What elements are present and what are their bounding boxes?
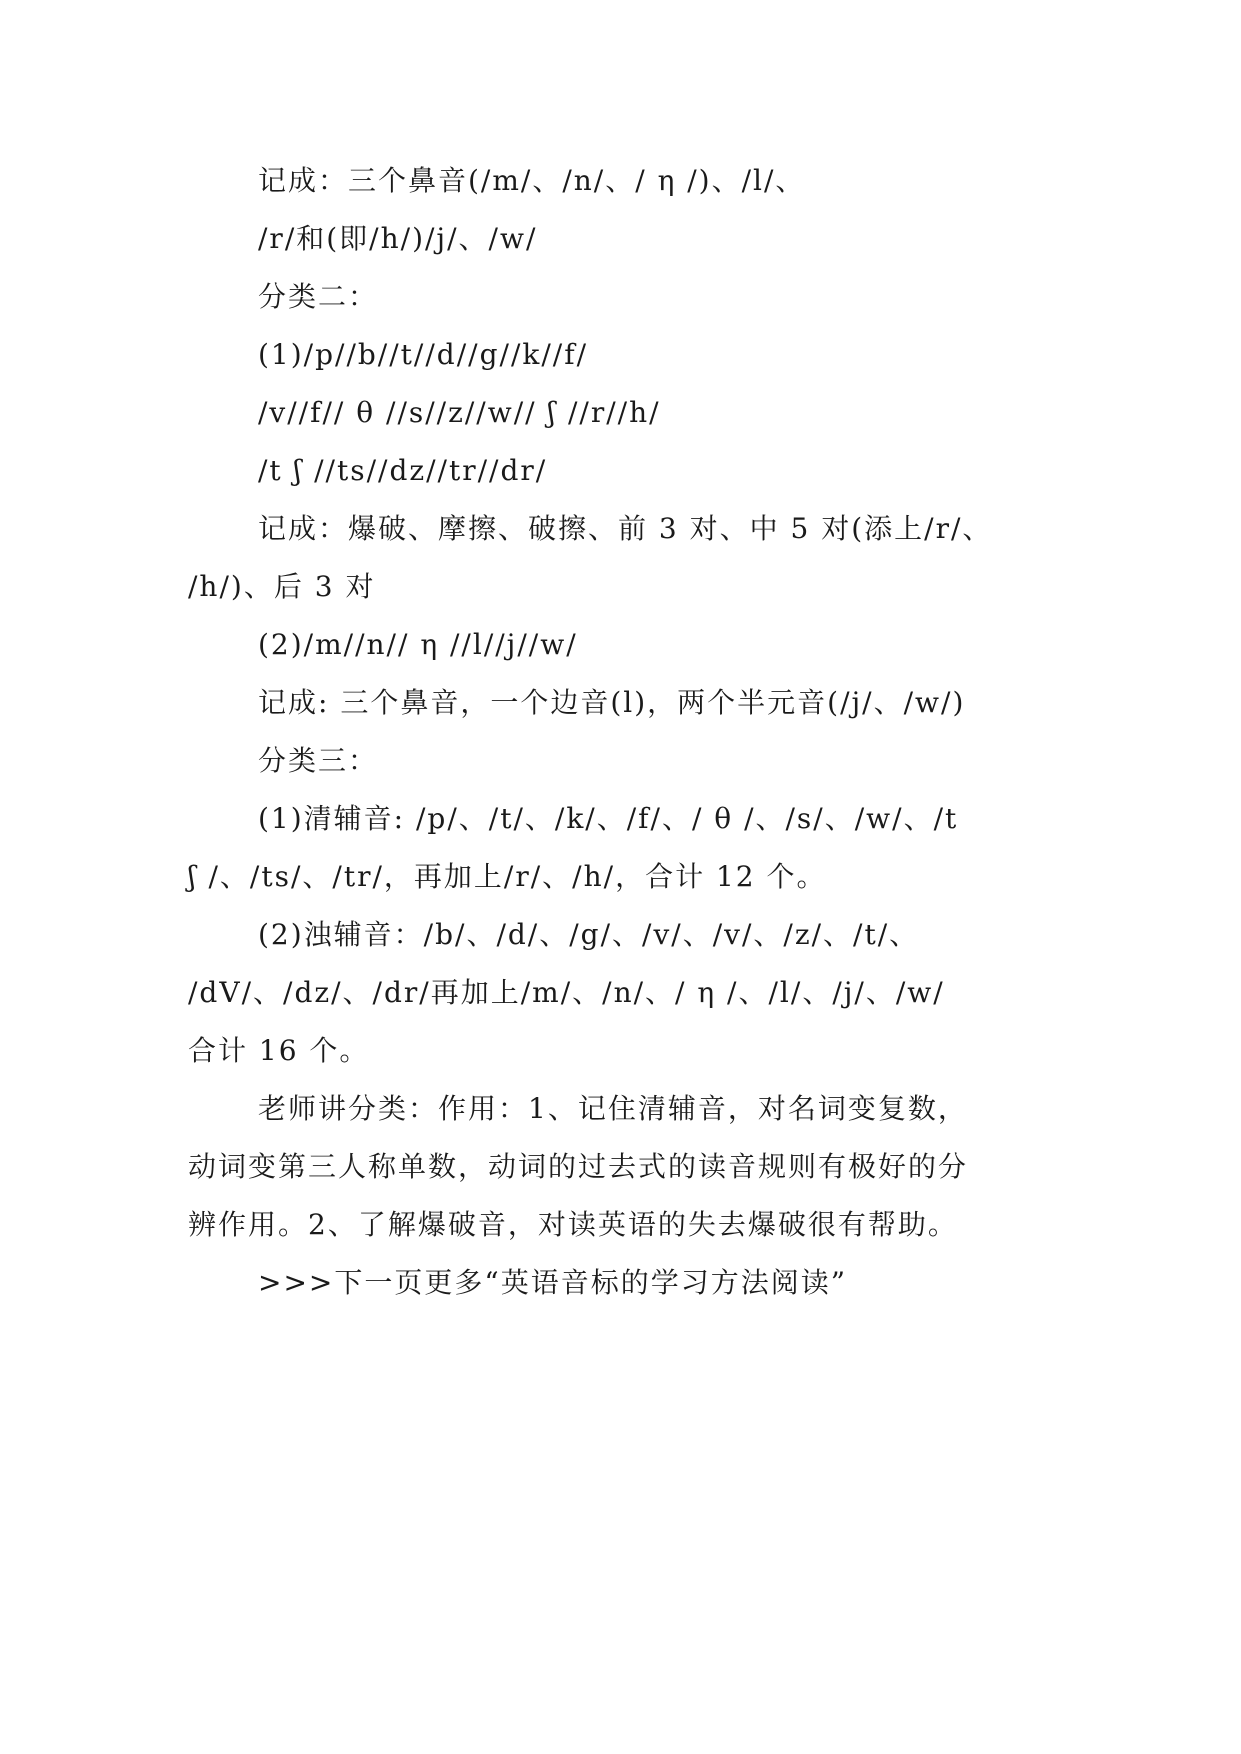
document-body <box>188 152 1058 1312</box>
text-line: 记成：爆破、摩擦、破擦、前 3 对、中 5 对(添上/r/、 <box>258 512 993 545</box>
text-line: (2)/m//n// η //l//j//w/ <box>258 628 578 661</box>
text-line: 动词变第三人称单数，动词的过去式的读音规则有极好的分 <box>188 1150 969 1183</box>
text-line: /dV/、/dz/、/dr/再加上/m/、/n/、/ η /、/l/、/j/、/w/ <box>188 976 945 1009</box>
text-line: 辨作用。2、了解爆破音，对读英语的失去爆破很有帮助。 <box>188 1208 958 1241</box>
text-line: (2)浊辅音：/b/、/d/、/g/、/v/、/v/、/z/、/t/、 <box>258 918 920 951</box>
text-line: /t ʃ //ts//dz//tr//dr/ <box>258 454 548 487</box>
text-line: 老师讲分类：作用：1、记住清辅音，对名词变复数， <box>258 1092 968 1125</box>
section-heading: 分类三： <box>258 744 379 777</box>
text-line: ʃ /、/ts/、/tr/，再加上/r/、/h/，合计 12 个。 <box>188 860 827 893</box>
text-line: (1)/p//b//t//d//g//k//f/ <box>258 338 589 371</box>
text-line: 合计 16 个。 <box>188 1034 370 1067</box>
text-line: 记成：三个鼻音(/m/、/n/、/ η /)、/l/、 <box>258 164 806 197</box>
text-line: 记成: 三个鼻音，一个边音(l)，两个半元音(/j/、/w/) <box>258 686 966 719</box>
text-line: /h/)、后 3 对 <box>188 570 376 603</box>
next-page-link[interactable]: >>>下一页更多“英语音标的学习方法阅读” <box>258 1266 848 1299</box>
text-line: /v//f// θ //s//z//w// ʃ //r//h/ <box>258 396 661 429</box>
text-line: /r/和(即/h/)/j/、/w/ <box>258 222 538 255</box>
text-line: (1)清辅音: /p/、/t/、/k/、/f/、/ θ /、/s/、/w/、/t <box>258 802 959 835</box>
section-heading: 分类二： <box>258 280 379 313</box>
